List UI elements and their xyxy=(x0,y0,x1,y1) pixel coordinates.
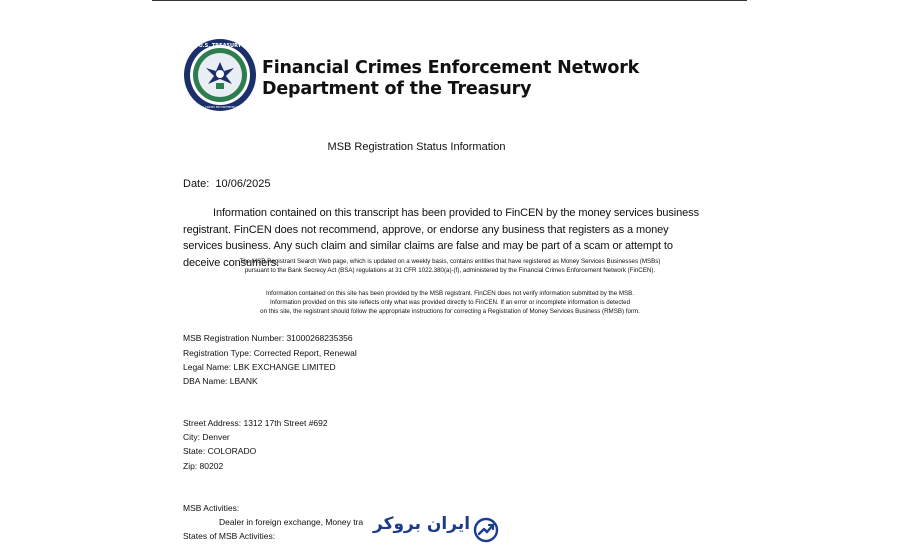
notice2-line1: Information contained on this site has been provided by the MSB registrant. FinCEN does not verify information submitted by the MSB. xyxy=(266,290,634,297)
document-title: MSB Registration Status Information xyxy=(327,141,506,153)
states-of-activities-label: States of MSB Activities: xyxy=(183,531,276,541)
seal-bottom-text: FINANCIAL CRIMES ENFORCEMENT NETWORK xyxy=(190,106,250,109)
agency-name: Financial Crimes Enforcement Network xyxy=(262,58,640,78)
watermark-logo-icon xyxy=(473,517,499,543)
dba-name: DBA Name: LBANK xyxy=(183,376,258,386)
notice1-line2: pursuant to the Bank Secrecy Act (BSA) regulations at 31 CFR 1022.380(a)-(f), administered by the Financial Crimes Enforcement Network (FinCEN). xyxy=(244,266,656,274)
registration-number: MSB Registration Number: 31000268235356 xyxy=(183,333,353,343)
agency-header xyxy=(262,58,639,100)
zip: Zip: 80202 xyxy=(183,461,224,471)
watermark-text: ایران بروکر xyxy=(373,514,471,534)
msb-activities-label: MSB Activities: xyxy=(183,503,240,513)
notice1-line1: The MSB Registrant Search Web page, which is updated on a weekly basis, contains entities that have registered as Money Services Businesses (MSBs) xyxy=(239,258,661,265)
treasury-seal-icon xyxy=(183,38,257,112)
top-rule xyxy=(152,0,747,1)
registrant-search-notice xyxy=(160,258,740,276)
notice2-line2: Information provided on this site reflects only what was provided directly to FinCEN. If an error or incomplete information is detected xyxy=(269,298,631,306)
department-name: Department of the Treasury xyxy=(262,79,532,99)
registration-type: Registration Type: Corrected Report, Renewal xyxy=(183,348,357,358)
msb-activity-item: Dealer in foreign exchange, Money tra xyxy=(219,517,364,527)
legal-name: Legal Name: LBK EXCHANGE LIMITED xyxy=(183,362,336,372)
notice2-line3: on this site, the registrant should follow the appropriate instructions for correcting a Registration of Money Services Business (RMSB) form. xyxy=(260,307,640,315)
date-label: Date: xyxy=(183,178,210,190)
city: City: Denver xyxy=(183,432,230,442)
disclaimer-notice xyxy=(160,290,740,316)
date-line xyxy=(183,178,270,190)
state: State: COLORADO xyxy=(183,446,257,456)
seal-top-text: U.S. TREASURY xyxy=(198,43,242,49)
date-value: 10/06/2025 xyxy=(215,178,271,190)
street-address: Street Address: 1312 17th Street #692 xyxy=(183,418,328,428)
intro-paragraph: Information contained on this transcript has been provided to FinCEN by the money services business registrant. FinCEN does not recommend, approve, or endorse any business that registers as a money services business. Any such claim and similar claims are false and may be part of a scam or attempt to deceive consumers. xyxy=(183,207,699,269)
